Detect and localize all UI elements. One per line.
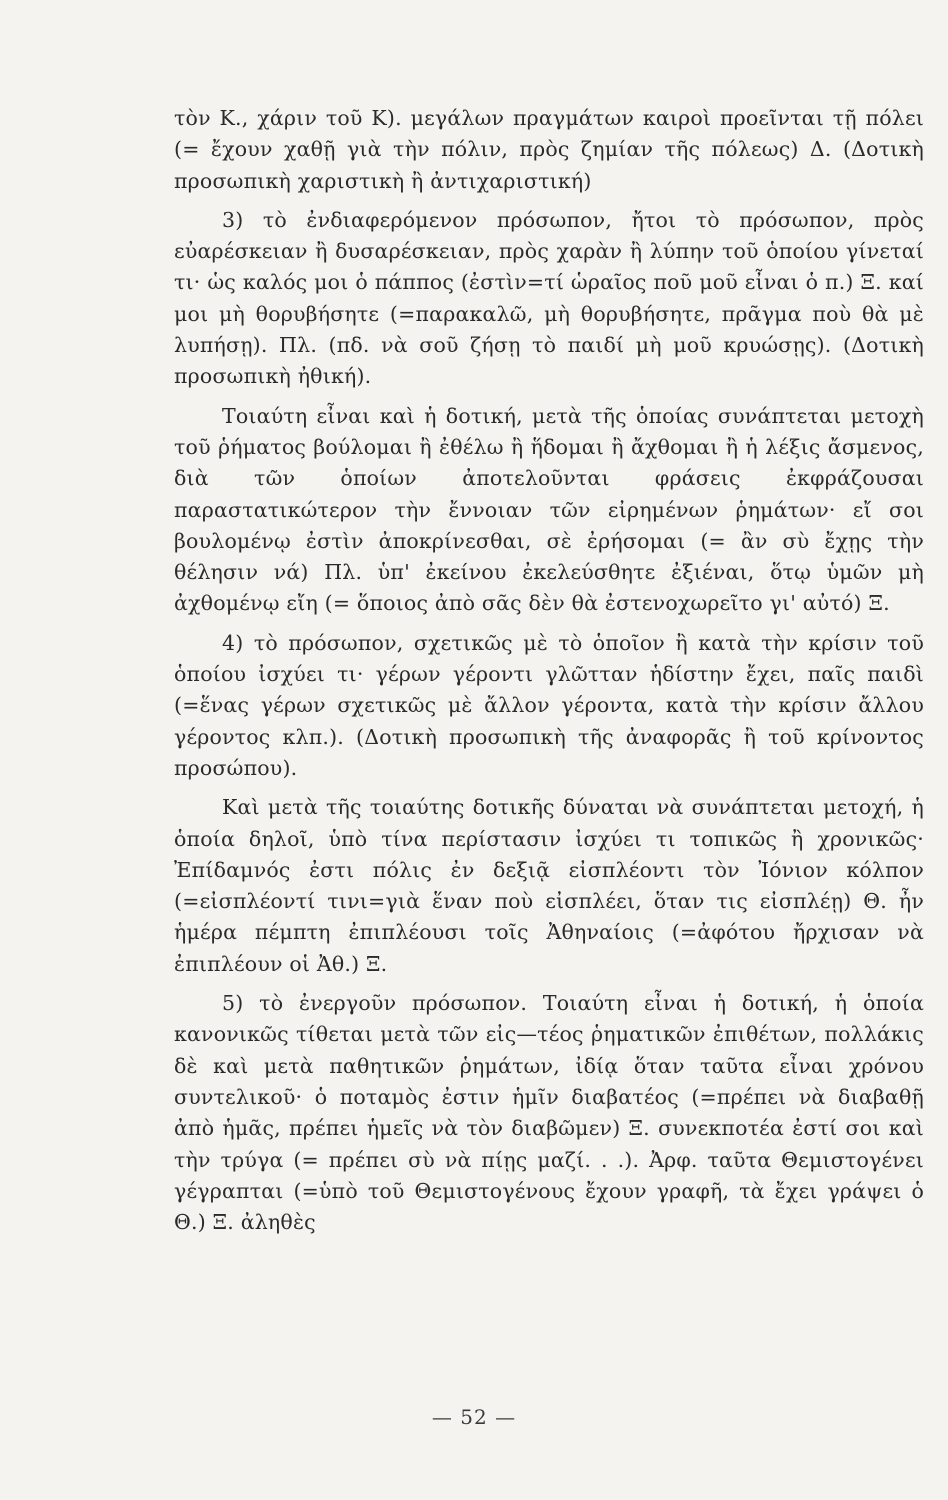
paragraph-5: 5) τὸ ἐνεργοῦν πρόσωπον. Τοιαύτη εἶναι ἡ δοτική, ἡ ὁποία κανονικῶς τίθεται μετὰ τῶν εἰς—τέος ῥηματικῶν ἐπιθέτων, πολλάκις δὲ καὶ μετὰ παθητικῶν ῥημάτων, ἰδίᾳ ὅταν ταῦτα εἶναι χρόνου συντελικοῦ· ὁ ποταμὸς ἐστιν ἡμῖν διαβατέος (=πρέπει νὰ διαβαθῇ ἀπὸ ἡμᾶς, πρέπει ἡμεῖς νὰ τὸν διαβῶμεν) Ξ. συνεκποτέα ἐστί σοι καὶ τὴν τρύγα (= πρέπει σὺ νὰ πίῃς μαζί. . .). Ἀρφ. ταῦτα Θεμιστογένει γέγραπται (=ὑπὸ τοῦ Θεμιστογένους ἔχουν γραφῆ, τὰ ἔχει γράψει ὁ Θ.) Ξ. ἀληθὲς	[174, 991, 924, 1235]
page-number: — 52 —	[431, 1405, 517, 1429]
body-text	[174, 103, 924, 1238]
paragraph-dative-local-temporal: Καὶ μετὰ τῆς τοιαύτης δοτικῆς δύναται νὰ συνάπτεται μετοχή, ἡ ὁποία δηλοῖ, ὑπὸ τίνα περίστασιν ἰσχύει τι τοπικῶς ἢ χρονικῶς· Ἐπίδαμνός ἐστι πόλις ἐν δεξιᾷ εἰσπλέοντι τὸν Ἰόνιον κόλπον (=εἰσπλέοντί τινι=γιὰ ἕναν ποὺ εἰσπλέει, ὅταν τις εἰσπλέῃ) Θ. ἦν ἡμέρα πέμπτη ἐπιπλέουσι τοῖς Ἀθηναίοις (=ἀφότου ἤρχισαν νὰ ἐπιπλέουν οἱ Ἀθ.) Ξ.	[174, 795, 924, 976]
paragraph-dative-participle: Τοιαύτη εἶναι καὶ ἡ δοτική, μετὰ τῆς ὁποίας συνάπτεται μετοχὴ τοῦ ῥήματος βούλομαι ἢ ἐθέλω ἢ ἥδομαι ἢ ἄχθομαι ἢ ἡ λέξις ἄσμενος, διὰ τῶν ὁποίων ἀποτελοῦνται φράσεις ἐκφράζουσαι παραστατικώτερον τὴν ἔννοιαν τῶν εἰρημένων ῥημάτων· εἴ σοι βουλομένῳ ἐστὶν ἀποκρίνεσθαι, σὲ ἐρήσομαι (= ἂν σὺ ἔχῃς τὴν θέλησιν νά) Πλ. ὑπ' ἐκείνου ἐκελεύσθητε ἐξιέναι, ὅτῳ ὑμῶν μὴ ἀχθομένῳ εἴη (= ὅποιος ἀπὸ σᾶς δὲν θὰ ἐστενοχωρεῖτο γι' αὐτό) Ξ.	[174, 403, 924, 616]
paragraph-continuation: τὸν Κ., χάριν τοῦ Κ). μεγάλων πραγμάτων καιροὶ προεῖνται τῇ πόλει (= ἔχουν χαθῇ γιὰ τὴν πόλιν, πρὸς ζημίαν τῆς πόλεως) Δ. (Δοτικὴ προσωπικὴ χαριστικὴ ἢ ἀντιχαριστική)	[174, 106, 924, 193]
paragraph-4: 4) τὸ πρόσωπον, σχετικῶς μὲ τὸ ὁποῖον ἢ κατὰ τὴν κρίσιν τοῦ ὁποίου ἰσχύει τι· γέρων γέροντι γλῶτταν ἡδίστην ἔχει, παῖς παιδὶ (=ἕνας γέρων σχετικῶς μὲ ἄλλον γέροντα, κατὰ τὴν κρίσιν ἄλλου γέροντος κλπ.). (Δοτικὴ προσωπικὴ τῆς ἀναφορᾶς ἢ τοῦ κρίνοντος προσώπου).	[174, 630, 924, 780]
paragraph-3: 3) τὸ ἐνδιαφερόμενον πρόσωπον, ἤτοι τὸ πρόσωπον, πρὸς εὐαρέσκειαν ἢ δυσαρέσκειαν, πρὸς χαρὰν ἢ λύπην τοῦ ὁποίου γίνεταί τι· ὡς καλός μοι ὁ πάππος (ἐστὶν=τί ὡραῖος ποῦ μοῦ εἶναι ὁ π.) Ξ. καί μοι μὴ θορυβήσητε (=παρακαλῶ, μὴ θορυβήσητε, πρᾶγμα ποὺ θὰ μὲ λυπήσῃ). Πλ. (πδ. νὰ σοῦ ζήσῃ τὸ παιδί μὴ μοῦ κρυώσῃς). (Δοτικὴ προσωπικὴ ἠθική).	[174, 207, 924, 389]
